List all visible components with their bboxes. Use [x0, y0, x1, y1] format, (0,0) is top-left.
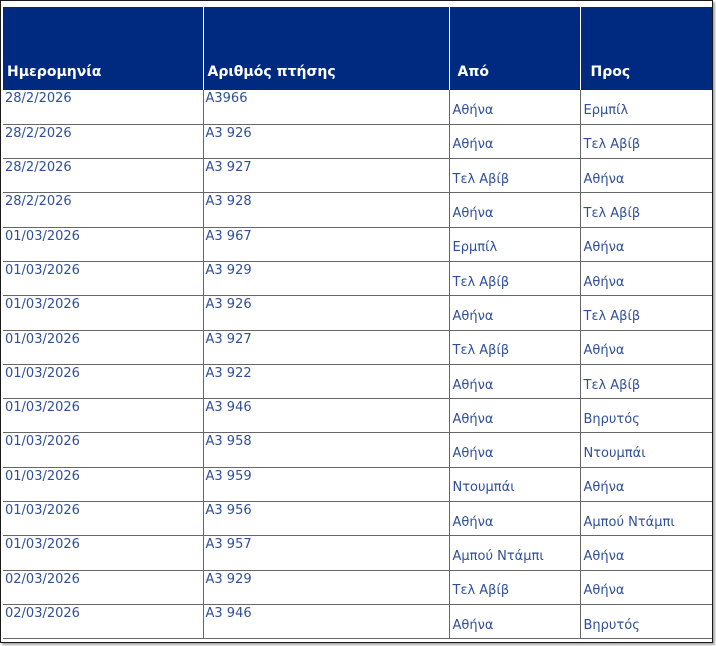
header-row	[3, 7, 713, 90]
table-row	[3, 159, 713, 193]
cell-flight-number: A3 927	[203, 330, 449, 364]
cell-flight-number: A3966	[203, 90, 449, 124]
cell-date: 01/03/2026	[3, 330, 203, 364]
table-row	[3, 296, 713, 330]
cell-flight-number: A3 956	[203, 502, 449, 536]
table-row	[3, 124, 713, 158]
cell-from: Αθήνα	[449, 296, 580, 330]
cell-from: Τελ Αβίβ	[449, 330, 580, 364]
cell-from: Αθήνα	[449, 433, 580, 467]
table-row	[3, 604, 713, 638]
cell-date: 01/03/2026	[3, 536, 203, 570]
table-row	[3, 364, 713, 398]
cell-to: Αθήνα	[580, 159, 713, 193]
cell-date: 01/03/2026	[3, 261, 203, 295]
cell-flight-number: A3 929	[203, 570, 449, 604]
cell-flight-number: A3 926	[203, 296, 449, 330]
cell-from: Αθήνα	[449, 193, 580, 227]
cell-flight-number: A3 928	[203, 193, 449, 227]
cell-from: Αθήνα	[449, 124, 580, 158]
cell-to: Αθήνα	[580, 330, 713, 364]
cell-from: Αμπού Ντάμπι	[449, 536, 580, 570]
cell-date: 01/03/2026	[3, 227, 203, 261]
table-row	[3, 399, 713, 433]
cell-flight-number: A3 946	[203, 604, 449, 638]
cell-date: 02/03/2026	[3, 570, 203, 604]
cell-to: Τελ Αβίβ	[580, 296, 713, 330]
cell-to: Τελ Αβίβ	[580, 364, 713, 398]
cell-date: 01/03/2026	[3, 467, 203, 501]
cell-to: Τελ Αβίβ	[580, 193, 713, 227]
cell-flight-number: A3 929	[203, 261, 449, 295]
cell-flight-number: A3 926	[203, 124, 449, 158]
table-row	[3, 433, 713, 467]
cell-to: Αμπού Ντάμπι	[580, 502, 713, 536]
cell-to: Αθήνα	[580, 536, 713, 570]
cell-from: Αθήνα	[449, 90, 580, 124]
cell-to: Βηρυτός	[580, 399, 713, 433]
cell-from: Ερμπίλ	[449, 227, 580, 261]
cell-date: 01/03/2026	[3, 502, 203, 536]
table-body	[3, 90, 713, 639]
table-header	[3, 7, 713, 90]
cell-to: Ντουμπάι	[580, 433, 713, 467]
column-header-date: Ημερομηνία	[3, 7, 203, 90]
cell-flight-number: A3 922	[203, 364, 449, 398]
cell-flight-number: A3 967	[203, 227, 449, 261]
cell-to: Ερμπίλ	[580, 90, 713, 124]
cell-date: 01/03/2026	[3, 296, 203, 330]
cell-from: Αθήνα	[449, 364, 580, 398]
cell-date: 01/03/2026	[3, 364, 203, 398]
cell-from: Τελ Αβίβ	[449, 570, 580, 604]
cell-flight-number: A3 927	[203, 159, 449, 193]
cell-flight-number: A3 957	[203, 536, 449, 570]
cell-to: Αθήνα	[580, 467, 713, 501]
table-row	[3, 227, 713, 261]
table-row	[3, 536, 713, 570]
cell-date: 01/03/2026	[3, 399, 203, 433]
cell-flight-number: A3 946	[203, 399, 449, 433]
cell-flight-number: A3 959	[203, 467, 449, 501]
cell-to: Τελ Αβίβ	[580, 124, 713, 158]
table-row	[3, 570, 713, 604]
column-header-from: Από	[449, 7, 580, 90]
flights-table	[3, 7, 713, 639]
cell-date: 28/2/2026	[3, 193, 203, 227]
column-header-to: Προς	[580, 7, 713, 90]
cell-date: 02/03/2026	[3, 604, 203, 638]
cell-from: Ντουμπάι	[449, 467, 580, 501]
cell-from: Τελ Αβίβ	[449, 261, 580, 295]
cell-from: Αθήνα	[449, 399, 580, 433]
cell-date: 01/03/2026	[3, 433, 203, 467]
cell-to: Αθήνα	[580, 227, 713, 261]
cell-flight-number: A3 958	[203, 433, 449, 467]
cell-date: 28/2/2026	[3, 90, 203, 124]
cell-to: Αθήνα	[580, 570, 713, 604]
table-row	[3, 502, 713, 536]
cell-to: Αθήνα	[580, 261, 713, 295]
cell-date: 28/2/2026	[3, 124, 203, 158]
table-row	[3, 261, 713, 295]
cell-to: Βηρυτός	[580, 604, 713, 638]
cell-from: Αθήνα	[449, 604, 580, 638]
table-row	[3, 90, 713, 124]
table-row	[3, 467, 713, 501]
cell-date: 28/2/2026	[3, 159, 203, 193]
table-row	[3, 330, 713, 364]
cell-from: Αθήνα	[449, 502, 580, 536]
table-row	[3, 193, 713, 227]
cell-from: Τελ Αβίβ	[449, 159, 580, 193]
column-header-flight-number: Αριθμός πτήσης	[203, 7, 449, 90]
